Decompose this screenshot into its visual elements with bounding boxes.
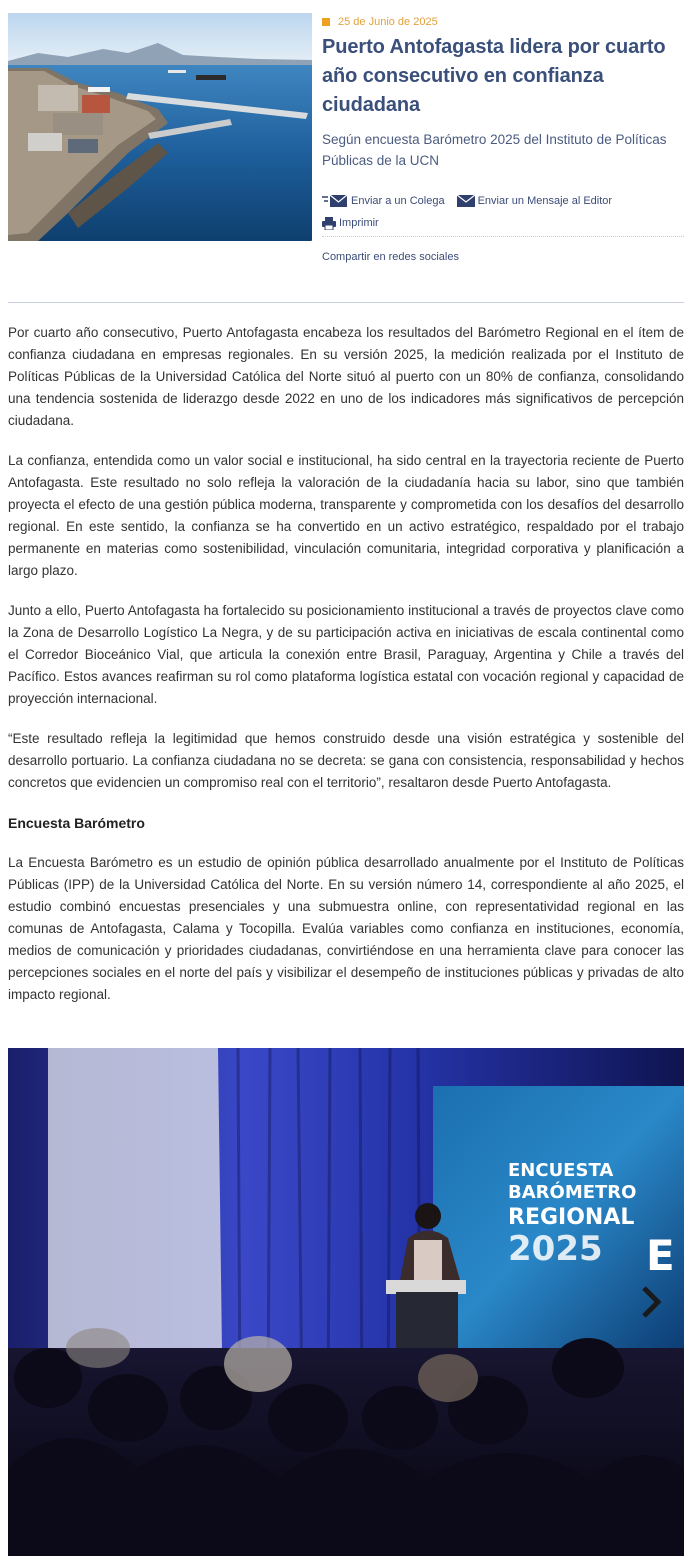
- hero-photo: [8, 13, 312, 241]
- send-to-colleague-link[interactable]: [322, 194, 445, 208]
- actions-row-2: [322, 212, 684, 234]
- paragraph-1: Por cuarto año consecutivo, Puerto Antofagasta encabeza los resultados del Barómetro Regional en el ítem de confianza ciudadana en empresas regionales. En su versión 2025, la medición realizada por el Instituto de Políticas Públicas de la Universidad Católica del Norte situó al puerto con un 80% de confianza, consolidando una tendencia sostenida de liderazgo desde 2022 en uno de los indicadores más significativos de percepción ciudadana.: [8, 325, 684, 428]
- paragraph-3: Junto a ello, Puerto Antofagasta ha fortalecido su posicionamiento institucional a través de proyectos clave como la Zona de Desarrollo Logístico La Negra, y de su participación activa en iniciativas de escala continental como el Corredor Bioceánico Vial, que articula la conexión entre Brasil, Paraguay, Argentina y Chile a través del Pacífico. Estos avances reafirman su rol como plataforma logística estatal con vocación regional y capacidad de proyección internacional.: [8, 603, 684, 706]
- share-social-link[interactable]: Compartir en redes sociales: [322, 251, 459, 263]
- chevron-right-icon: [636, 1284, 664, 1320]
- publish-date: 25 de Junio de 2025: [338, 16, 438, 28]
- event-photo-carousel: [8, 1048, 684, 1556]
- calendar-square-icon: [322, 18, 330, 26]
- print-link[interactable]: [322, 217, 379, 230]
- event-photo-image: [8, 1048, 684, 1556]
- date-row: [322, 14, 688, 30]
- paragraph-5: La Encuesta Barómetro es un estudio de opinión pública desarrollado anualmente por el Instituto de Políticas Públicas (IPP) de la Universidad Católica del Norte. En su versión número 14, correspondiente al año 2025, el estudio combinó encuestas presenciales y una submuestra online, con representatividad regional en las comunas de Antofagasta, Calama y Tocopilla. Evalúa variables como confianza en instituciones, economía, medios de comunicación y prioridades ciudadanas, convirtiéndose en una herramienta clave para conocer las percepciones sociales en el norte del país y visibilizar el desempeño de instituciones públicas y privadas de alto impacto regional.: [8, 855, 684, 1002]
- send-colleague-label: Enviar a un Colega: [351, 195, 445, 207]
- article-header: [322, 14, 688, 171]
- screen-text-line3: REGIONAL: [508, 1205, 635, 1230]
- header-divider: [8, 302, 684, 303]
- send-to-editor-link[interactable]: [457, 194, 613, 208]
- article-actions: [322, 190, 684, 234]
- print-label: Imprimir: [339, 217, 379, 229]
- port-aerial-image: [8, 13, 312, 241]
- actions-row-1: [322, 190, 684, 212]
- carousel-next-button[interactable]: [636, 1284, 664, 1320]
- envelope-icon: [457, 194, 475, 208]
- send-colleague-icon: [322, 194, 348, 208]
- screen-text-line4: 2025: [508, 1229, 603, 1269]
- screen-text-line2: BARÓMETRO: [508, 1182, 637, 1203]
- screen-text-edge: E: [646, 1231, 675, 1280]
- section-heading: Encuesta Barómetro: [8, 815, 145, 831]
- screen-text-line1: ENCUESTA: [508, 1160, 614, 1181]
- printer-icon: [322, 217, 336, 230]
- send-editor-label: Enviar un Mensaje al Editor: [477, 195, 613, 207]
- paragraph-4: “Este resultado refleja la legitimidad que hemos construido desde una visión estratégica y sostenible del desarrollo portuario. La confianza ciudadana no se decreta: se gana con consistencia, responsabilidad y hechos concretos que evidencien un compromiso real con el territorio”, resaltaron desde Puerto Antofagasta.: [8, 731, 684, 790]
- article-subtitle: Según encuesta Barómetro 2025 del Instituto de Políticas Públicas de la UCN: [322, 132, 667, 168]
- paragraph-2: La confianza, entendida como un valor social e institucional, ha sido central en la trayectoria reciente de Puerto Antofagasta. Este resultado no solo refleja la valoración de la ciudadanía hacia su labor, sino que también proyecta el efecto de una gestión pública moderna, transparente y comprometida con los desafíos del desarrollo regional. En este sentido, la confianza se ha convertido en un activo estratégico, respaldado por el trabajo permanente en materias como sostenibilidad, vinculación comunitaria, integridad corporativa y planificación a largo plazo.: [8, 453, 684, 578]
- article-body: [8, 322, 684, 1024]
- article-title: Puerto Antofagasta lidera por cuarto año consecutivo en confianza ciudadana: [322, 36, 666, 116]
- actions-separator: [322, 236, 684, 237]
